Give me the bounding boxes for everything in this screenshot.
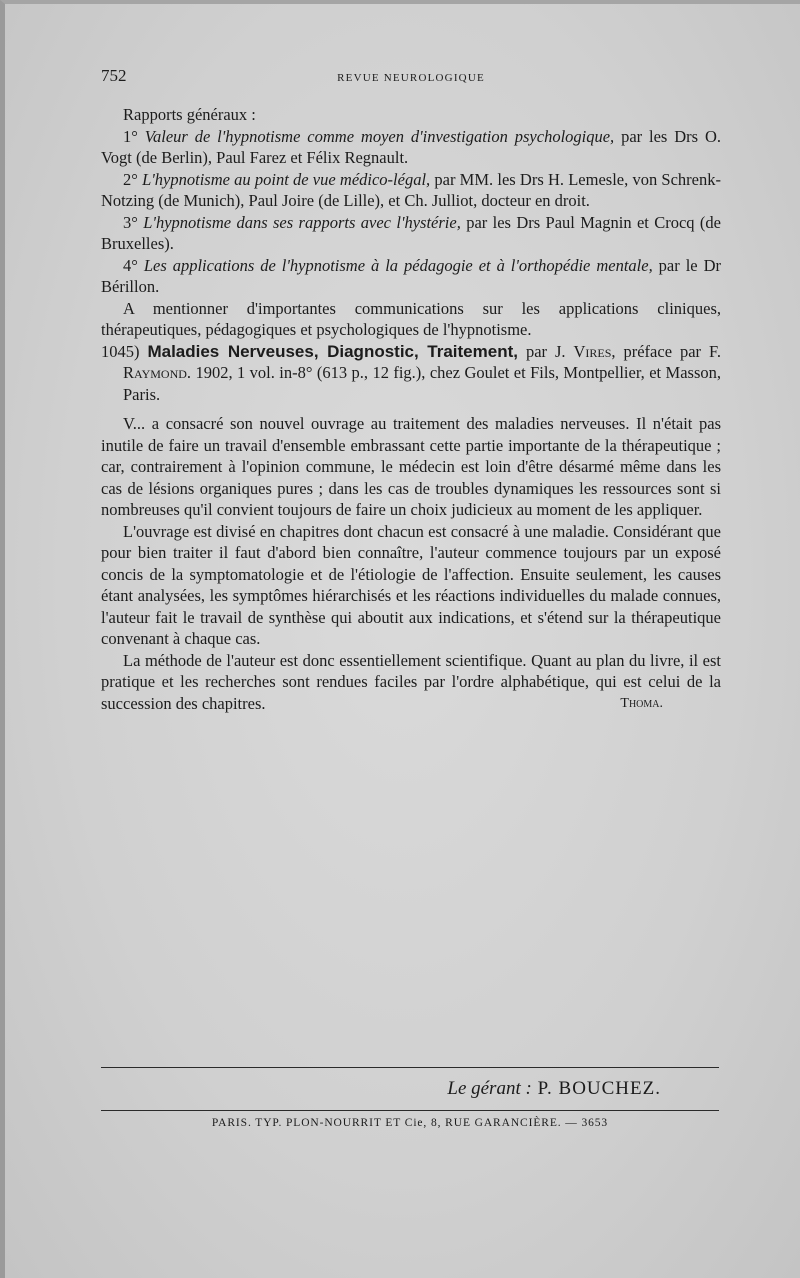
gerant-name: P. BOUCHEZ. <box>531 1078 661 1099</box>
review-signature: Thoma. <box>620 695 663 711</box>
review-paragraph-2: L'ouvrage est divisé en chapitres dont chacun est consacré à une maladie. Considérant que pour bien traiter il faut d'abord bien connaître, l'auteur commence toujours par un exposé concis de la symptomatologie et de l'étiologie de l'affection. Ensuite seulement, les causes étant analysées, les symptômes hiérarchisés et les réactions individuelles du malade connues, l'auteur fait le travail de synthèse qui aboutit aux indications, et s'étend sur la thérapeutique convenant à chaque cas. <box>101 521 721 648</box>
entry-number: 1045) <box>101 341 148 361</box>
entry-title: Maladies Nerveuses, Diagnostic, Traitement, <box>147 341 518 361</box>
review-paragraph-1: V... a consacré son nouvel ouvrage au traitement des maladies nerveuses. Il n'était pas inutile de faire un travail d'ensemble embrassant cette partie importante de la thérapeutique ; car, contrairement à l'opinion commune, le médecin est loin d'être désarmé même dans les cas de lésions organiques pures ; dans les cas de troubles dynamiques les ressources sont si nombreuses qu'il convient toujours de faire un choix judicieux au moment de les appliquer. <box>101 414 721 519</box>
body-text <box>101 104 721 714</box>
page-number: 752 <box>101 66 127 85</box>
footer-rule-bottom <box>101 1110 719 1111</box>
report-item-2-title: L'hypnotisme au point de vue médico-légal, <box>142 169 431 189</box>
entry-prefacer: Raymond <box>123 363 187 382</box>
report-item-4-title: Les applications de l'hypnotisme à la pédagogie et à l'orthopédie mentale, <box>143 255 653 275</box>
report-item-1: 1° Valeur de l'hypnotisme comme moyen d'investigation psychologique, par les Drs O. Vogt (de Berlin), Paul Farez et Félix Regnault. <box>101 126 721 167</box>
report-item-1-title: Valeur de l'hypnotisme comme moyen d'investigation psychologique, <box>144 126 615 146</box>
report-item-4: 4° Les applications de l'hypnotisme à la pédagogie et à l'orthopédie mentale, par le Dr Bérillon. <box>101 255 721 296</box>
bibliography-entry: 1045) Maladies Nerveuses, Diagnostic, Traitement, par J. Vires, préface par F. Raymond. 1902, 1 vol. in-8° (613 p., 12 fig.), chez Goulet et Fils, Montpellier, et Masson, Paris. <box>101 341 721 404</box>
entry-details: . 1902, 1 vol. in-8° (613 p., 12 fig.), chez Goulet et Fils, Montpellier, et Masson, Paris. <box>123 363 721 404</box>
report-item-3: 3° L'hypnotisme dans ses rapports avec l'hystérie, par les Drs Paul Magnin et Crocq (de Bruxelles). <box>101 212 721 253</box>
gerant-line <box>101 1078 661 1100</box>
printer-imprint: PARIS. TYP. PLON-NOURRIT ET Cie, 8, RUE GARANCIÈRE. — 3653 <box>211 1117 609 1129</box>
page-header <box>101 66 721 90</box>
report-item-2: 2° L'hypnotisme au point de vue médico-légal, par MM. les Drs H. Lemesle, von Schrenk-Notzing (de Munich), Paul Joire (de Lille), et Ch. Julliot, docteur en droit. <box>101 169 721 210</box>
gerant-label: Le gérant : <box>447 1078 532 1099</box>
reports-mention: A mentionner d'importantes communications sur les applications cliniques, thérapeutiques, pédagogiques et psychologiques de l'hypnotisme. <box>101 298 721 339</box>
footer-rule-top <box>101 1067 719 1068</box>
review-paragraph-3: La méthode de l'auteur est donc essentiellement scientifique. Quant au plan du livre, il est pratique et les recherches sont rendues faciles par l'ordre alphabétique, qui est celui de la succession des chapitres. Thoma. <box>101 650 721 713</box>
report-item-3-title: L'hypnotisme dans ses rapports avec l'hystérie, <box>143 212 461 232</box>
entry-author: Vires <box>573 341 612 361</box>
running-head: REVUE NEUROLOGIQUE <box>337 72 485 84</box>
reports-heading: Rapports généraux : <box>123 105 256 124</box>
